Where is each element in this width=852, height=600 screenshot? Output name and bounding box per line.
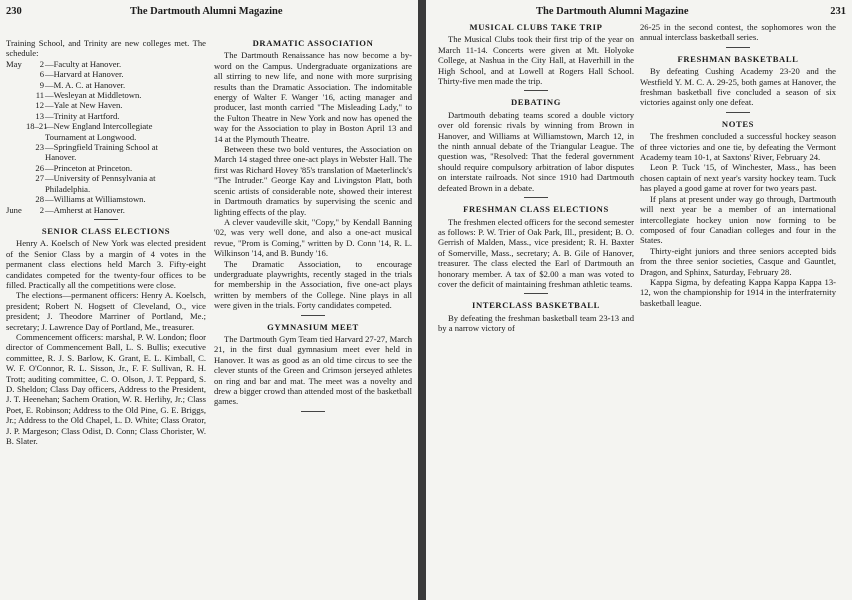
right-magazine-title: The Dartmouth Alumni Magazine bbox=[536, 6, 689, 17]
schedule-row: May 2 —Faculty at Hanover. bbox=[6, 58, 122, 69]
right-column-2 bbox=[640, 22, 836, 308]
section-divider bbox=[726, 112, 750, 113]
schedule-row: 27 —University of Pennsylvania at bbox=[35, 173, 156, 184]
dramatic-association-heading: DRAMATIC ASSOCIATION bbox=[252, 38, 374, 48]
dramatic-paragraph: The Dramatic Association, to encourage undergraduate playwrights, recently staged in the trials for membership in the Association, five one-act plays written by members of the College. Nine plays in all were given in the trials. Forty candidates competed. bbox=[214, 258, 412, 311]
freshman-class-paragraph: The freshmen elected officers for the second semester as follows: P. W. Trier of Oak Park, Ill., president; B. O. Gerrish of Malden, Mass., vice president; R. H. Baxter of Somerville, Mass., secretary; A. B. Gile of Hanover, treasurer. The class elected the Earl of Dartmouth an honorary member. A tax of $2.00 a man was voted to cover the deficit of maintaining freshman athletic teams. bbox=[438, 216, 634, 289]
schedule-row: 9 —M. A. C. at Hanover. bbox=[39, 79, 126, 90]
schedule-row: 12 —Yale at New Haven. bbox=[35, 100, 123, 111]
debating-paragraph: Dartmouth debating teams scored a double victory over old forensic rivals by winning from Brown in Hanover, and Williams at Williamstown, March 12, in the ninth annual debate of the Triangular League. The question was, "Resolved: That the federal government should require compulsory arbitration of labor disputes on interstate railroads. Not since 1910 had Dartmouth defeated Brown in a debate. bbox=[438, 109, 634, 193]
gym-paragraph: The Dartmouth Gym Team tied Harvard 27-27, March 21, in the first dual gymnasium meet ever held in Hanover. It was as good as an old time circus to see the clever stunts of the Green and Crimson jerseyed athletes on ring and bar and mat. The meet was a novelty and drew a bigger crowd than attended most of the basketball games. bbox=[214, 333, 412, 407]
notes-paragraph: Kappa Sigma, by defeating Kappa Kappa Kappa 13-12, won the championship for 1914 in the interfraternity basketball league. bbox=[640, 276, 836, 308]
right-column-1 bbox=[438, 22, 634, 334]
senior-paragraph: Commencement officers: marshal, P. W. London; floor director of Commencement Ball, L. S. Bullis; executive committee, R. J. S. Barlow, K. Grant, E. L. Kimball, C. W. F. O'Connor, R. L. Sisson, Jr., F. F. Sullivan, R. H. Trott; auditing committee, C. O. Olson, J. T. Peppard, S. D. Sheldon; Class Day officers, Address to the President, J. T. Heenehan; Sachem Oration, W. R. Herlihy, Jr.; Class Poet, E. Robinson; Address to the Old Pine, G. E. Briggs, Jr.; Address to the Old Chapel, L. D. White; Class Orator, J. P. Margeson; Class Odist, D. Conn; Class Chorister, W. B. Slater. bbox=[6, 331, 206, 447]
schedule-row: June 2 —Amherst at Hanover. bbox=[6, 204, 125, 215]
musical-clubs-heading: MUSICAL CLUBS TAKE TRIP bbox=[469, 22, 603, 32]
tennis-schedule bbox=[6, 59, 206, 215]
schedule-row: 28 —Williams at Williamstown. bbox=[35, 194, 146, 205]
senior-paragraph: The elections—permanent officers: Henry A. Koelsch, president; Robert N. Hogsett of Cleveland, O., vice president; J. Theodore Marriner of Portland, Me.; secretary; J. Lawrence Day of Portland, Me., treasurer. bbox=[6, 290, 206, 332]
schedule-row: 11 —Wesleyan at Middletown. bbox=[35, 90, 142, 101]
gymnasium-meet-heading: GYMNASIUM MEET bbox=[267, 321, 359, 332]
senior-paragraph: Henry A. Koelsch of New York was elected president of the Senior Class by a margin of 4 votes in the permanent class elections held March 3. Fifty-eight candidates competed for the twenty-four offices to be filled. Practically all the competitions were close. bbox=[6, 238, 206, 290]
left-page-number: 230 bbox=[6, 6, 22, 17]
interclass-basketball-heading: INTERCLASS BASKETBALL bbox=[472, 300, 600, 311]
notes-paragraph: Leon P. Tuck '15, of Winchester, Mass., has been chosen captain of next year's varsity hockey team. Tuck has played a good game at rover for two years past. bbox=[640, 162, 836, 194]
senior-class-elections-heading: SENIOR CLASS ELECTIONS bbox=[41, 225, 171, 236]
section-divider bbox=[524, 90, 548, 91]
dramatic-paragraph: The Dartmouth Renaissance has now become a by-word on the Campus. Undergraduate organizations are all stirring to new life, and none with more surprising results than the Dramatic Association. The indomitable energy of Walter F. Wanger '16, acting manager and producer, last month carried "The Misleading Lady," to the Fulton Theatre in New York and now has opened the way for the Association to play in Boston April 13 and 14 at the Plymouth Theatre. bbox=[214, 50, 412, 144]
section-divider bbox=[524, 293, 548, 294]
section-divider bbox=[726, 47, 750, 48]
right-page-number: 231 bbox=[830, 6, 846, 17]
freshman-basketball-paragraph: By defeating Cushing Academy 23-20 and the Westfield Y. M. C. A. 29-25, both games at Hanover, the freshman basketball five concluded a season of six victories against only one defeat. bbox=[640, 66, 836, 108]
page-gutter bbox=[418, 0, 426, 600]
schedule-row: 26 —Princeton at Princeton. bbox=[35, 162, 133, 173]
schedule-row: 6 —Harvard at Hanover. bbox=[39, 69, 124, 80]
musical-paragraph: The Musical Clubs took their first trip of the year on March 11-14. Concerts were given at Mt. Holyoke College, at Nashua in the City Hall, at Haverhill in the High School, and at Lowell at Rogers Hall School. Thirty-five men made the trip. bbox=[438, 34, 634, 87]
schedule-row: 18–21 —New England Intercollegiate bbox=[26, 121, 153, 132]
notes-paragraph: Thirty-eight juniors and three seniors accepted bids from the three senior societies, Casque and Gauntlet, Dragon, and Sphinx, Saturday, February 28. bbox=[640, 245, 836, 277]
interclass-paragraph: By defeating the freshman basketball team 23-13 and by a narrow victory of bbox=[438, 312, 634, 334]
schedule-row: 23 —Springfield Training School at bbox=[35, 142, 158, 153]
section-divider bbox=[94, 219, 118, 220]
schedule-row: 13 —Trinity at Hartford. bbox=[35, 110, 120, 121]
notes-heading: NOTES bbox=[721, 118, 755, 129]
schedule-row-continuation: Philadelphia. bbox=[45, 183, 91, 194]
notes-paragraph: The freshmen concluded a successful hockey season of three victories and one tie, by defeating the Vermont Academy team 10-1, at Saxtons' River, February 24. bbox=[640, 131, 836, 163]
interclass-continuation: 26-25 in the second contest, the sophomores won the annual interclass basketball series. bbox=[640, 22, 836, 43]
schedule-row-continuation: Hanover. bbox=[45, 152, 77, 163]
section-divider bbox=[301, 315, 325, 316]
left-column-1 bbox=[6, 38, 206, 446]
schedule-row-continuation: Tournament at Longwood. bbox=[45, 131, 137, 142]
notes-paragraph: If plans at present under way go through, Dartmouth will next year be a member of an international intercollegiate hockey union now forming to be composed of four Canadian colleges and four in the States. bbox=[640, 193, 836, 246]
right-page bbox=[426, 0, 852, 600]
section-divider bbox=[301, 411, 325, 412]
freshman-class-elections-heading: FRESHMAN CLASS ELECTIONS bbox=[463, 204, 609, 215]
section-divider bbox=[524, 197, 548, 198]
dramatic-paragraph: A clever vaudeville skit, "Copy," by Kendall Banning '02, was very well done, and also a one-act musical revue, "Prom is Coming," written by D. Conn '14, R. L. Wilkinson '14, and B. Bundy '16. bbox=[214, 216, 412, 259]
dramatic-paragraph: Between these two bold ventures, the Association on March 14 staged three one-act plays in Webster Hall. The first was Richard Hovey '85's translation of Maeterlinck's "The Intruder." George Kay and Livingston Platt, both scenic artists of considerable note, showed their interest in Dartmouth dramatics by supervising the scenic and lighting effects of the play. bbox=[214, 144, 412, 217]
freshman-basketball-heading: FRESHMAN BASKETBALL bbox=[677, 53, 799, 64]
schedule-intro: Training School, and Trinity are new colleges met. The schedule: bbox=[6, 38, 206, 59]
left-column-2 bbox=[214, 38, 412, 414]
right-running-head bbox=[426, 6, 852, 22]
left-page bbox=[0, 0, 418, 600]
left-magazine-title: The Dartmouth Alumni Magazine bbox=[130, 6, 283, 17]
left-running-head bbox=[0, 6, 418, 22]
debating-heading: DEBATING bbox=[510, 97, 561, 108]
